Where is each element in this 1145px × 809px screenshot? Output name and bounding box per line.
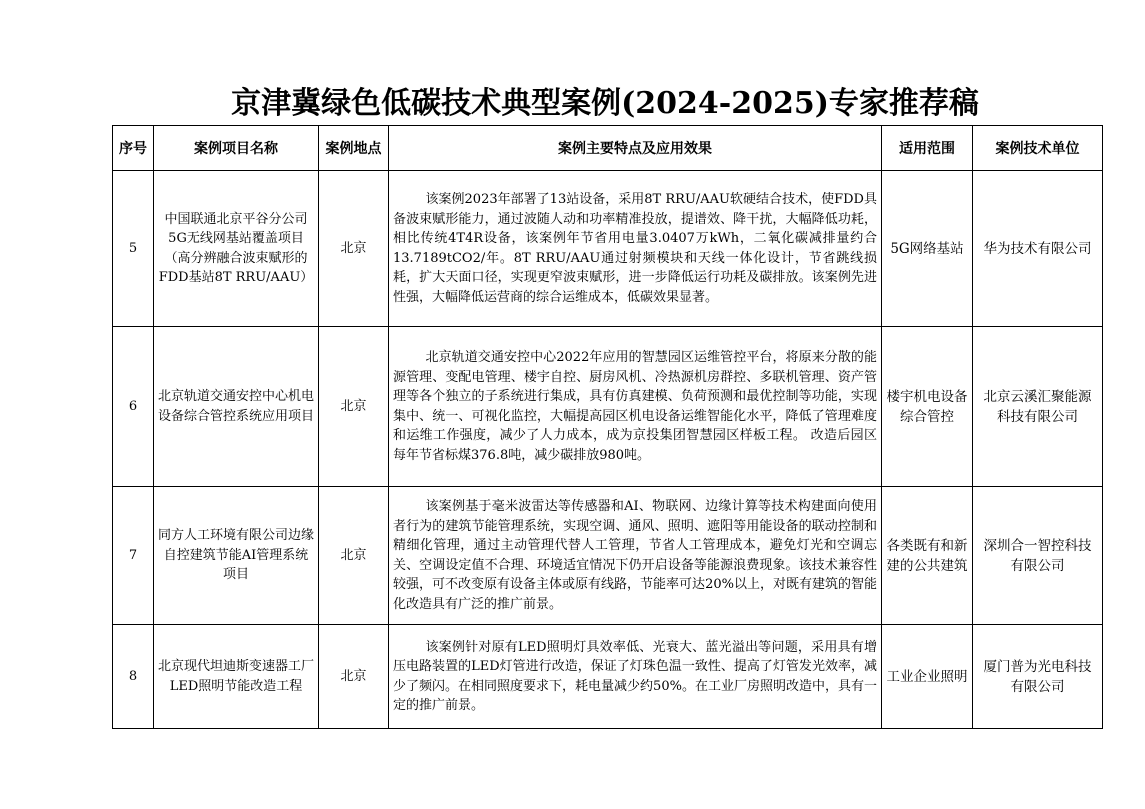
row-name: 北京现代坦迪斯变速器工厂LED照明节能改造工程	[154, 625, 319, 729]
row-description: 该案例基于毫米波雷达等传感器和AI、物联网、边缘计算等技术构建面向使用者行为的建筑节能管理系统，实现空调、通风、照明、遮阳等用能设备的联动控制和精细化管理，通过主动管理代替人工管理，节省人工管理成本，避免灯光和空调忘关、空调设定值不合理、环境适宜情况下仍开启设备等能源浪费现象。该技术兼容性较强，可不改变原有设备主体或原有线路，节能率可达20%以上，对既有建筑的智能化改造具有广泛的推广前景。	[389, 487, 882, 625]
row-location: 北京	[319, 171, 389, 327]
row-location: 北京	[319, 487, 389, 625]
row-no: 8	[113, 625, 154, 729]
row-description: 该案例2023年部署了13站设备，采用8T RRU/AAU软硬结合技术，使FDD具备波束赋形能力，通过波随人动和功率精准投放，提谱效、降干扰，大幅降低功耗，相比传统4T4R设备，该案例年节省用电量3.0407万kWh，二氧化碳减排量约合13.7189tCO2/年。8T RRU/AAU通过射频模块和天线一体化设计，节省跳线损耗，扩大天面口径，实现更窄波束赋形，进一步降低运行功耗及碳排放。该案例先进性强，大幅降低运营商的综合运维成本，低碳效果显著。	[389, 171, 882, 327]
table-row	[113, 487, 1103, 625]
row-unit: 华为技术有限公司	[973, 171, 1103, 327]
header-description: 案例主要特点及应用效果	[389, 126, 882, 171]
row-unit: 北京云溪汇聚能源科技有限公司	[973, 327, 1103, 487]
row-no: 5	[113, 171, 154, 327]
row-description: 北京轨道交通安控中心2022年应用的智慧园区运维管控平台，将原来分散的能源管理、变配电管理、楼宇自控、厨房风机、冷热源机房群控、多联机管理、资产管理等各个独立的子系统进行集成，具有仿真建模、负荷预测和最优控制等功能，实现集中、统一、可视化监控，大幅提高园区机电设备运维智能化水平，降低了管理难度和运维工作强度，减少了人力成本，成为京投集团智慧园区样板工程。 改造后园区每年节省标煤376.8吨，减少碳排放980吨。	[389, 327, 882, 487]
row-scope: 5G网络基站	[882, 171, 973, 327]
row-name: 中国联通北京平谷分公司5G无线网基站覆盖项目（高分辨融合波束赋形的FDD基站8T RRU/AAU）	[154, 171, 319, 327]
row-name: 同方人工环境有限公司边缘自控建筑节能AI管理系统项目	[154, 487, 319, 625]
row-scope: 楼宇机电设备综合管控	[882, 327, 973, 487]
table-header-row	[113, 126, 1103, 171]
table-row	[113, 171, 1103, 327]
row-no: 7	[113, 487, 154, 625]
row-location: 北京	[319, 327, 389, 487]
row-unit: 深圳合一智控科技有限公司	[973, 487, 1103, 625]
row-scope: 工业企业照明	[882, 625, 973, 729]
row-location: 北京	[319, 625, 389, 729]
case-table	[112, 125, 1103, 729]
header-name: 案例项目名称	[154, 126, 319, 171]
table-row	[113, 327, 1103, 487]
header-location: 案例地点	[319, 126, 389, 171]
row-description: 该案例针对原有LED照明灯具效率低、光衰大、蓝光溢出等问题，采用具有增压电路装置的LED灯管进行改造，保证了灯珠色温一致性、提高了灯管发光效率，减少了频闪。在相同照度要求下，耗电量减少约50%。在工业厂房照明改造中，具有一定的推广前景。	[389, 625, 882, 729]
table-row	[113, 625, 1103, 729]
row-scope: 各类既有和新建的公共建筑	[882, 487, 973, 625]
row-no: 6	[113, 327, 154, 487]
header-scope: 适用范围	[882, 126, 973, 171]
row-name: 北京轨道交通安控中心机电设备综合管控系统应用项目	[154, 327, 319, 487]
document-title: 京津冀绿色低碳技术典型案例(2024-2025)专家推荐稿	[231, 86, 979, 121]
header-no: 序号	[113, 126, 154, 171]
row-unit: 厦门普为光电科技有限公司	[973, 625, 1103, 729]
header-unit: 案例技术单位	[973, 126, 1103, 171]
